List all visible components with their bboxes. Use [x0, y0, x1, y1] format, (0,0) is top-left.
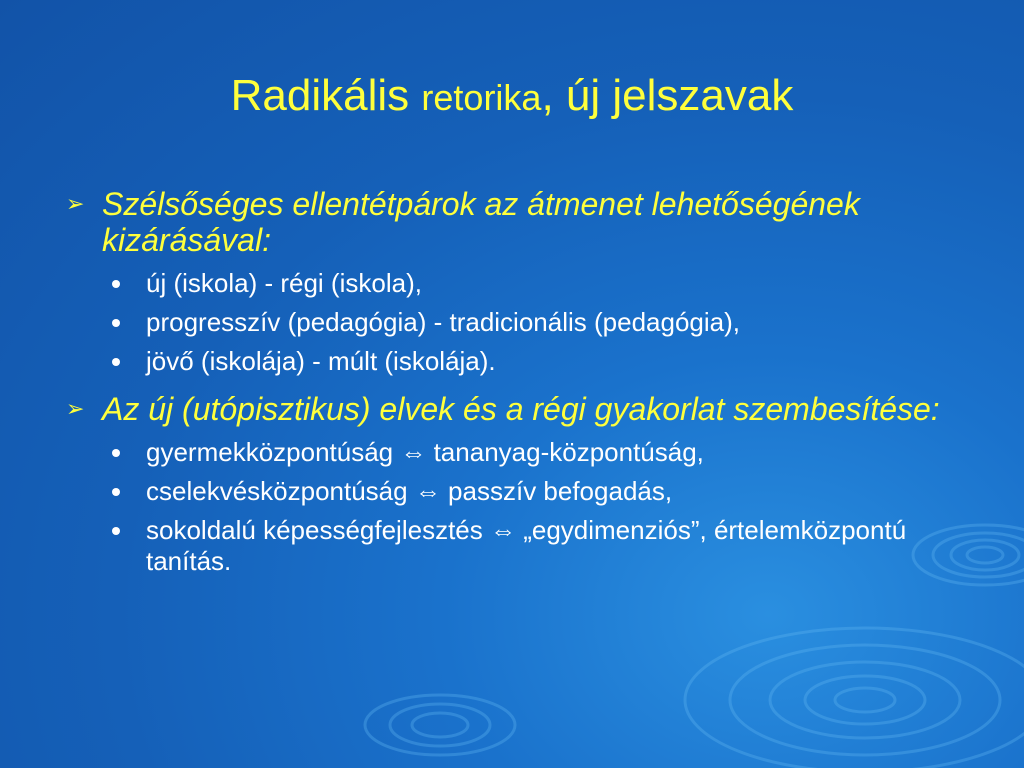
arrow-bullet-icon: ➢ [66, 396, 85, 421]
sub-bullet-1-3-text: jövő (iskolája) - múlt (iskolája). [146, 346, 496, 376]
bullet-item-1-text: Szélsőséges ellentétpárok az átmenet lehetőségének kizárásával: [102, 186, 860, 258]
slide-title [0, 68, 1024, 126]
title-part3: , új jelszavak [541, 71, 794, 120]
slide-body [62, 186, 962, 577]
arrow-bullet-icon: ➢ [66, 191, 85, 216]
sub-bullet-2-1-text: gyermekközpontúság ⇔ tananyag-központúság, [146, 437, 704, 467]
sub-bullet-1-2-text: progresszív (pedagógia) - tradicionális (pedagógia), [146, 307, 740, 337]
dot-bullet-icon [112, 527, 120, 535]
dot-bullet-icon [112, 488, 120, 496]
sub-bullet-1-1 [62, 268, 962, 299]
title-part1: Radikális [230, 71, 422, 120]
title-part2: retorika [421, 77, 542, 118]
bullet-item-2-text: Az új (utópisztikus) elvek és a régi gyakorlat szembesítése: [102, 391, 940, 427]
bullet-item-2 [62, 391, 962, 427]
sub-bullet-1-3 [62, 346, 962, 377]
sub-bullet-2-1 [62, 437, 962, 468]
dot-bullet-icon [112, 449, 120, 457]
sub-bullet-1-2 [62, 307, 962, 338]
sub-bullet-1-1-text: új (iskola) - régi (iskola), [146, 268, 422, 298]
dot-bullet-icon [112, 280, 120, 288]
sub-bullet-2-3 [62, 515, 962, 577]
sub-bullet-2-2-text: cselekvésközpontúság ⇔ passzív befogadás, [146, 476, 673, 506]
sub-bullet-2-2 [62, 476, 962, 507]
bullet-item-1 [62, 186, 962, 258]
dot-bullet-icon [112, 358, 120, 366]
dot-bullet-icon [112, 319, 120, 327]
sub-bullet-2-3-text: sokoldalú képességfejlesztés ⇔ „egydimenziós”, értelemközpontú tanítás. [146, 515, 907, 576]
